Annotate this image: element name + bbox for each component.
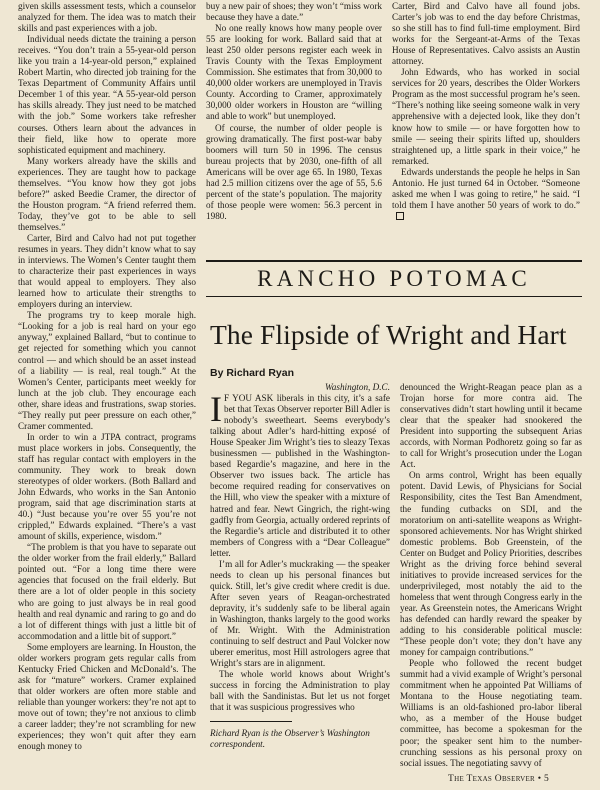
paragraph: In order to win a JTPA contract, programs must place workers in jobs. Consequently, the staff has regular contact with employers in the community. They work to break down stereotypes of older workers. (Both Ballard and John Edwards, who works in the San Antonio program, said that age discrimination starts at 40.) “Just because you’re over 55 you’re not crippled,” Edwards explained. “There’s a vast amount of skills, experience, wisdom.”	[18, 431, 196, 542]
paragraph: No one really knows how many people over 55 are looking for work. Ballard said that at least 250 older persons register each week in Travis County with the Texas Employment Commission. She estimates that from 30,000 to 40,000 older workers are unemployed in Travis County. According to Cramer, approximately 30,000 older workers in Houston are “willing and able to work” but unemployed.	[206, 23, 382, 122]
author-bio: Richard Ryan is the Observer’s Washington correspondent.	[210, 728, 370, 750]
paragraph: People who followed the recent budget summit had a vivid example of Wright’s personal commitment when he appointed Pat Williams of Montana to the House negotiating team. Williams is an old-fashioned pro-labor liberal who, as a member of the House budget committee, has become a spokesman for the poor; the speaker sent him to the number-crunching sessions as his personal proxy on social issues. The negotiating savvy of	[400, 658, 582, 768]
paragraph: Some employers are learning. In Houston, the older workers program gets regular calls from Kentucky Fried Chicken and McDonald’s. The ask for “mature” workers. Cramer explained that older workers are often more stable and reliable than younger workers: they’re not apt to move out of town; they’re not anxious to climb a career ladder; they’re not scrambling for new experiences; they won’t quit after they earn enough money to	[18, 641, 196, 752]
section-rule-top	[206, 260, 582, 262]
paragraph: Carter, Bird and Calvo had not put together resumes in years. They didn’t know what to say in interviews. The Women’s Center taught them to characterize their past experiences in ways that would appeal to employers. They also learned how to articulate their strengths to employers during an interview.	[18, 232, 196, 310]
paragraph: buy a new pair of shoes; they won’t “miss work because they have a date.”	[206, 1, 382, 23]
paragraph: John Edwards, who has worked in social services for 20 years, describes the Older Workers Program as the most successful program he’s seen. “There’s nothing like seeing someone walk in very apprehensive with a dejected look, like they don’t know how to smile — or have forgotten how to smile — seeing their spirits lifted up, shoulders straightened up, a little spark in their voice,” he remarked.	[392, 67, 580, 166]
paragraph-text: Edwards understands the people he helps in San Antonio. He just turned 64 in October. “Someone asked me when I was going to retire,” he said. “I told them I have another 50 years of work to do.”	[392, 166, 580, 210]
lead-in-caps: F YOU ASK	[224, 393, 274, 404]
bio-divider	[210, 721, 292, 722]
paragraph: Of course, the number of older people is growing dramatically. The first post-war baby boomers will turn 50 in 1996. The census bureau projects that by 2030, one-fifth of all Americans will be over age 65. In 1980, Texas had 2.5 million citizens over the age of 55, 5.6 percent of the state’s population. The majority of those people were women: 56.3 percent in 1980.	[206, 122, 382, 221]
dateline: Washington, D.C.	[324, 382, 390, 392]
lead-paragraph	[210, 389, 391, 559]
column-three	[392, 1, 580, 222]
publication-name: The Texas Observer	[448, 774, 536, 784]
section-rule-bottom	[206, 296, 582, 297]
paragraph: The programs try to keep morale high. “Looking for a job is real hard on your ego anyway,” explained Ballard, “but to continue to get rejected for something which you cannot control — and which should be an asset instead of a liability — is real, real tough.” At the Women’s Center, participants meet weekly for lunch at the job club. They encourage each other, share ideas and frustrations, swap stories. “They really put peer pressure on each other,” Cramer commented.	[18, 310, 196, 431]
article-byline: By Richard Ryan	[210, 367, 295, 379]
paragraph: Individual needs dictate the training a person receives. “You don’t train a 55-year-old person like you train a 14-year-old person,” explained Robert Martin, who directed job training for the Texas Department of Community Affairs until December 1 of this year. “A 55-year-old person has skills already. They just need to be matched with the job.” Some workers take refresher courses. Others learn about the advances in their field, like how to operate more sophisticated equipment and machinery.	[18, 34, 196, 155]
article-headline: The Flipside of Wright and Hart	[210, 319, 567, 350]
paragraph: The whole world knows about Wright’s success in forcing the Administration to play ball with the Sandinistas. But let us not forget that it was suspicious progressives who	[210, 669, 390, 713]
end-of-story-icon	[396, 212, 404, 220]
page-number: 5	[544, 774, 550, 784]
paragraph	[392, 167, 580, 222]
paragraph: Many workers already have the skills and experiences. They are taught how to package themselves. “You know how they got jobs before?” asked Beedie Cramer, the director of the Houston program. “A friend referred them. Today, they’ve got to be able to sell themselves.”	[18, 155, 196, 232]
paragraph: On arms control, Wright has been equally potent. David Lewis, of Physicians for Social Responsibility, cites the Test Ban Amendment, the funding cutbacks on SDI, and the moratorium on anti-satellite weapons as Wright-sponsored achievements. Nor has Wright shirked domestic problems. Bob Greenstein, of the Center on Budget and Policy Priorities, describes Wright as the driving force behind several initiatives to provide increased services for the underprivileged, most notably the aid to the homeless that went through Congress early in the year. As Greenstein notes, the Americans Wright has defended can hardly reward the speaker by adding to his considerable political muscle: “These people don’t vote; they don’t have any money for campaign contributions.”	[400, 470, 582, 658]
column-heading: RANCHO POTOMAC	[257, 266, 531, 291]
article-column-left	[210, 382, 390, 750]
drop-cap: I	[210, 389, 222, 430]
page-footer	[448, 774, 549, 784]
lead-text: liberals in this city, it’s a safe bet that Texas Observer reporter Bill Adler is nobody’s sweetheart. Seems everybody’s talking about Adler’s hard-hitting exposé of House Speaker Jim Wright’s ties to sleazy Texas businessmen — published in the Washington-based Regardie’s magazine, and here in the Observer two issues back. The article has become required reading for conservatives on the Hill, who view the speaker with a mixture of hatred and fear. Newt Gingrich, the right-wing gadfly from Georgia, actually ordered reprints of the Regardie’s article and distributed it to other members of Congress with a “Dear Colleague” letter.	[210, 393, 391, 558]
paragraph: I’m all for Adler’s muckraking — the speaker needs to clean up his personal finances but quick. Still, let’s give credit where credit is due. After seven years of Reagan-orchestrated depravity, it’s suddenly safe to be liberal again in Washington, thanks largely to the good works of Mr. Wright. With the Administration continuing to self destruct and Paul Volcker now uberer emeritus, most Hill astrologers agree that Wright’s stars are in alignment.	[210, 558, 390, 669]
paragraph: denounced the Wright-Reagan peace plan as a Trojan horse for more contra aid. The conservatives didn’t start howling until it became clear that the speaker had snookered the President into supporting the subsequent Arias accords, with Norman Podhoretz going so far as to call for Wright’s prosecution under the Logan Act.	[400, 382, 582, 470]
column-one	[18, 1, 196, 752]
paragraph: Carter, Bird and Calvo have all found jobs. Carter’s job was to end the day before Christmas, so she still has to find full-time employment. Bird works for the Sergeant-at-Arms of the Texas House of Representatives. Calvo assists an Austin attorney.	[392, 1, 580, 67]
article-column-right	[400, 382, 582, 769]
footer-separator: •	[537, 774, 542, 784]
paragraph: “The problem is that you have to separate out the older worker from the frail elderly,” Ballard pointed out. “For a long time there were agencies that focused on the frail elderly. But there are a lot of older people in this society who are going to just always be in real good health and real dynamic and raring to go and do a lot of different things with just a little bit of accommodation and a little bit of support.”	[18, 542, 196, 641]
column-two	[206, 1, 382, 222]
paragraph: given skills assessment tests, which a counselor analyzed for them. The idea was to match their skills and past experiences with a job.	[18, 1, 196, 34]
